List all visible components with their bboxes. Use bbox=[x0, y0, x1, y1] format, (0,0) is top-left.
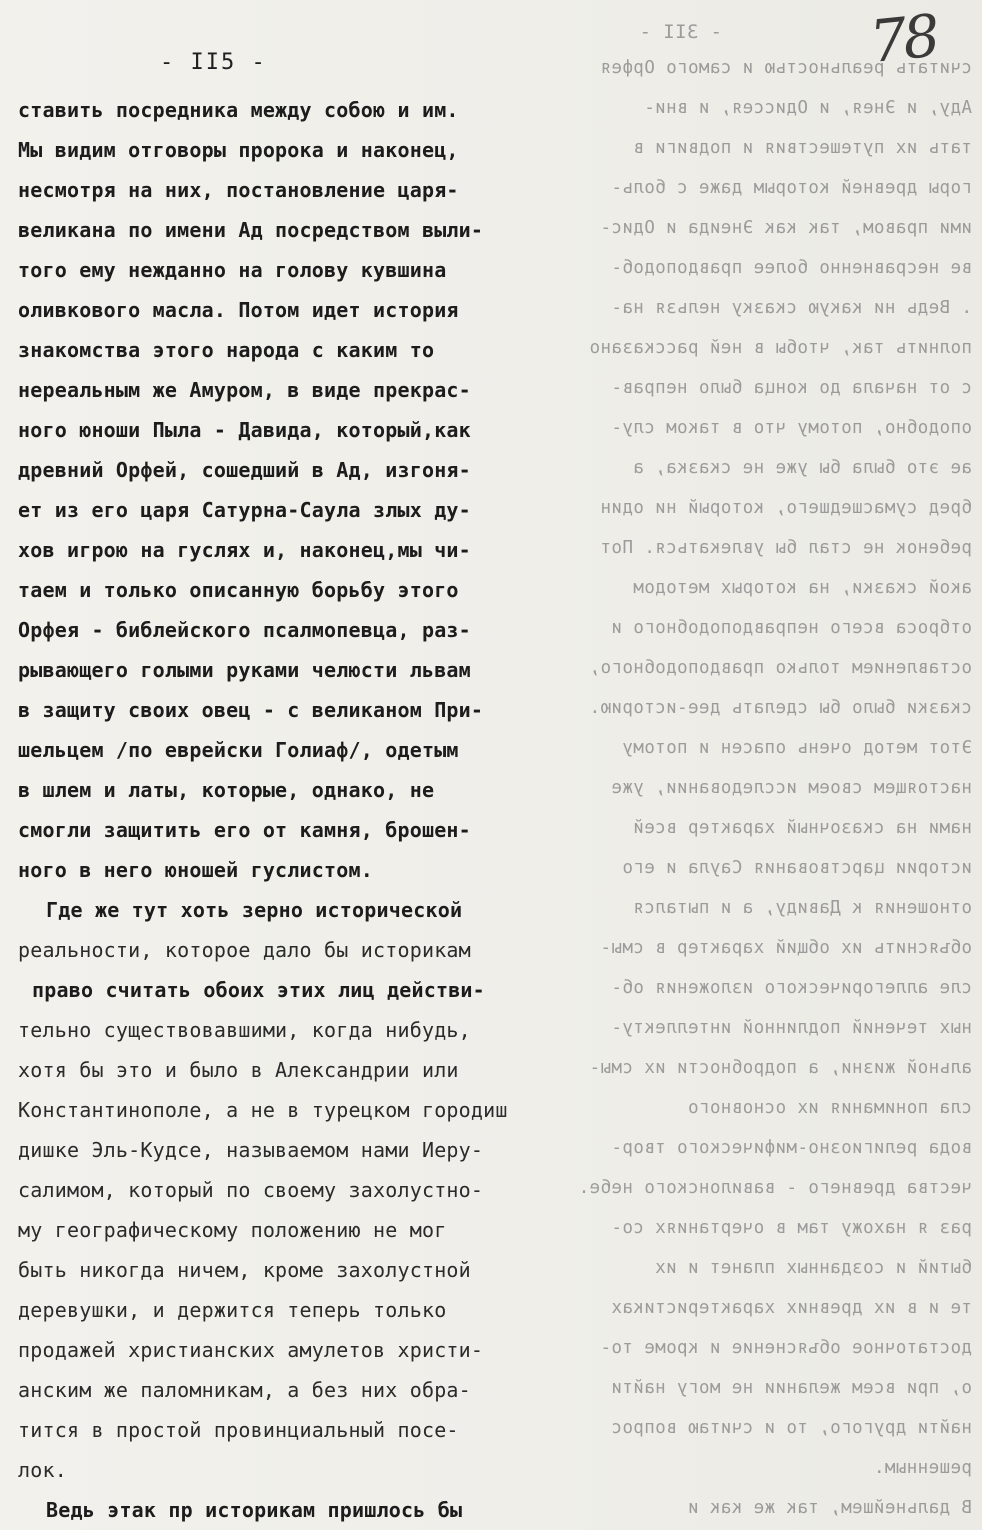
bleed-line: ребенок не стал бы увлекаться. Пот bbox=[600, 538, 972, 558]
text-line: ного юноши Пыла - Давида, который,как bbox=[18, 418, 471, 442]
text-line: тельно существовавшими, когда нибудь, bbox=[18, 1018, 471, 1042]
bleed-line: объяснить их общий характер в смы- bbox=[600, 938, 972, 958]
text-line: му географическому положению не мог bbox=[18, 1218, 447, 1242]
bleed-line: акой сказки, на которых методом bbox=[632, 578, 972, 598]
text-line: Мы видим отговоры пророка и наконец, bbox=[18, 138, 459, 162]
bleed-line: решенным. bbox=[873, 1458, 972, 1478]
text-line: в шлем и латы, которые, однако, не bbox=[18, 778, 435, 802]
text-line: в защиту своих овец - с великаном При- bbox=[18, 698, 484, 722]
text-line: нереальным же Амуром, в виде прекрас- bbox=[18, 378, 471, 402]
paragraph-start-line: Ведь этак пр историкам пришлось бы bbox=[46, 1498, 463, 1522]
text-line: ставить посредника между собою и им. bbox=[18, 98, 459, 122]
bleed-line: Аду, и Энея, и Одиссея, и вни- bbox=[643, 98, 972, 118]
text-line: ет из его царя Сатурна-Саула злых ду- bbox=[18, 498, 471, 522]
bleed-line: нами на сказочный характер всей bbox=[632, 818, 972, 838]
text-line: рывающего голыми руками челюсти львам bbox=[18, 658, 471, 682]
text-line: великана по имени Ад посредством выли- bbox=[18, 218, 484, 242]
main-text-column bbox=[18, 90, 558, 1530]
text-line: продажей христианских амулетов христи- bbox=[18, 1338, 484, 1362]
bleed-line: тать их путешествия и подвиги в bbox=[632, 138, 972, 158]
text-line: право считать обоих этих лиц действи- bbox=[32, 978, 485, 1002]
bleed-line: считать реальностью и самого Орфея bbox=[600, 58, 972, 78]
bleed-line: ими правом, так как Энеида и Одис- bbox=[600, 218, 972, 238]
bleed-line: сла понимания их основного bbox=[687, 1098, 972, 1118]
text-line: деревушки, и держится теперь только bbox=[18, 1298, 447, 1322]
text-line: таем и только описанную борьбу этого bbox=[18, 578, 459, 602]
text-line: салимом, который по своему захолустно- bbox=[18, 1178, 484, 1202]
bleed-line: полнить так, чтобы в ней рассказано bbox=[589, 338, 972, 358]
bleed-line: горы древней которым даже с боль- bbox=[611, 178, 972, 198]
text-line: Орфея - библейского псалмопевца, раз- bbox=[18, 618, 471, 642]
bleed-line: отношения к Давиду, а и пытался bbox=[632, 898, 972, 918]
bleed-page-number: - 3II - bbox=[639, 21, 722, 43]
bleed-line: оподобно, потому что в таком слу- bbox=[611, 418, 972, 438]
bleed-line: чества древнего - вавилонского небе. bbox=[578, 1178, 972, 1198]
text-line: хотя бы это и было в Александрии или bbox=[18, 1058, 459, 1082]
text-line: знакомства этого народа с каким то bbox=[18, 338, 435, 362]
bleed-line: . Ведь ни какую сказку нельзя на- bbox=[611, 298, 972, 318]
bleed-line: отброса всего неправдоподобного и bbox=[611, 618, 972, 638]
text-line: дишке Эль-Кудсе, называемом нами Иеру- bbox=[18, 1138, 484, 1162]
bleed-line: сле аллегорического изложения об- bbox=[611, 978, 972, 998]
paragraph-start-line: Где же тут хоть зерно исторической bbox=[46, 898, 463, 922]
bleed-line: с от начала до конца было неправ- bbox=[611, 378, 972, 398]
text-line: анским же паломникам, а без них обра- bbox=[18, 1378, 471, 1402]
bleed-line: те и в их древних характеристиках bbox=[611, 1298, 972, 1318]
bleed-line: достаточное объяснение и кроме то- bbox=[600, 1338, 972, 1358]
handwritten-page-number: 78 bbox=[866, 1, 940, 77]
bleed-line: ае это была бы уже не сказка, а bbox=[632, 458, 972, 478]
text-line: Константинополе, а не в турецком городиш bbox=[18, 1098, 508, 1122]
bleed-line: ве несравненно более правдоподоб- bbox=[611, 258, 972, 278]
text-line: смогли защитить его от камня, брошен- bbox=[18, 818, 471, 842]
bleed-line: раз я нахожу там в очертаниях со- bbox=[611, 1218, 972, 1238]
bleed-line: ных течений подлинной интеллекту- bbox=[611, 1018, 972, 1038]
bleed-line: бред сумасшедшего, который ни один bbox=[600, 498, 972, 518]
bleed-line: настоящем своем исследовании, уже bbox=[611, 778, 972, 798]
bleed-line: Этот метод очень опасен и потому bbox=[622, 738, 972, 758]
text-line: оливкового масла. Потом идет история bbox=[18, 298, 459, 322]
bleed-line: о, при всем желании не могу найти bbox=[611, 1378, 972, 1398]
text-line: несмотря на них, постановление царя- bbox=[18, 178, 459, 202]
text-line: того ему нежданно на голову кувшина bbox=[18, 258, 447, 282]
text-line: древний Орфей, сошедший в Ад, изгоня- bbox=[18, 458, 471, 482]
bleed-line: найти другого, то и считаю вопрос bbox=[611, 1418, 972, 1438]
bleed-line: вода религиозно-мифического твор- bbox=[611, 1138, 972, 1158]
bleed-line: сказки было бы сделать дее-историю. bbox=[589, 698, 972, 718]
page-number: - II5 - bbox=[160, 50, 267, 75]
text-line: хов игрою на гуслях и, наконец,мы чи- bbox=[18, 538, 471, 562]
text-line: тится в простой провинциальный посе- bbox=[18, 1418, 459, 1442]
text-line: реальности, которое дало бы историкам bbox=[18, 938, 471, 962]
bleed-line: альной жизни, а подробности их смы- bbox=[589, 1058, 972, 1078]
text-line: быть никогда ничем, кроме захолустной bbox=[18, 1258, 471, 1282]
text-line: лок. bbox=[18, 1458, 67, 1482]
bleed-line: бытий и созданных планет и их bbox=[654, 1258, 972, 1278]
bleed-line: истории царствования Саула и его bbox=[622, 858, 972, 878]
bleed-line: оставлением только правдоподобного, bbox=[589, 658, 972, 678]
text-line: ного в него юношей гуслистом. bbox=[18, 858, 373, 882]
text-line: шельцем /по еврейски Голиаф/, одетым bbox=[18, 738, 459, 762]
bleed-line: В дальнейшем, так же как и bbox=[687, 1498, 972, 1518]
bleed-through-text bbox=[512, 16, 982, 1530]
